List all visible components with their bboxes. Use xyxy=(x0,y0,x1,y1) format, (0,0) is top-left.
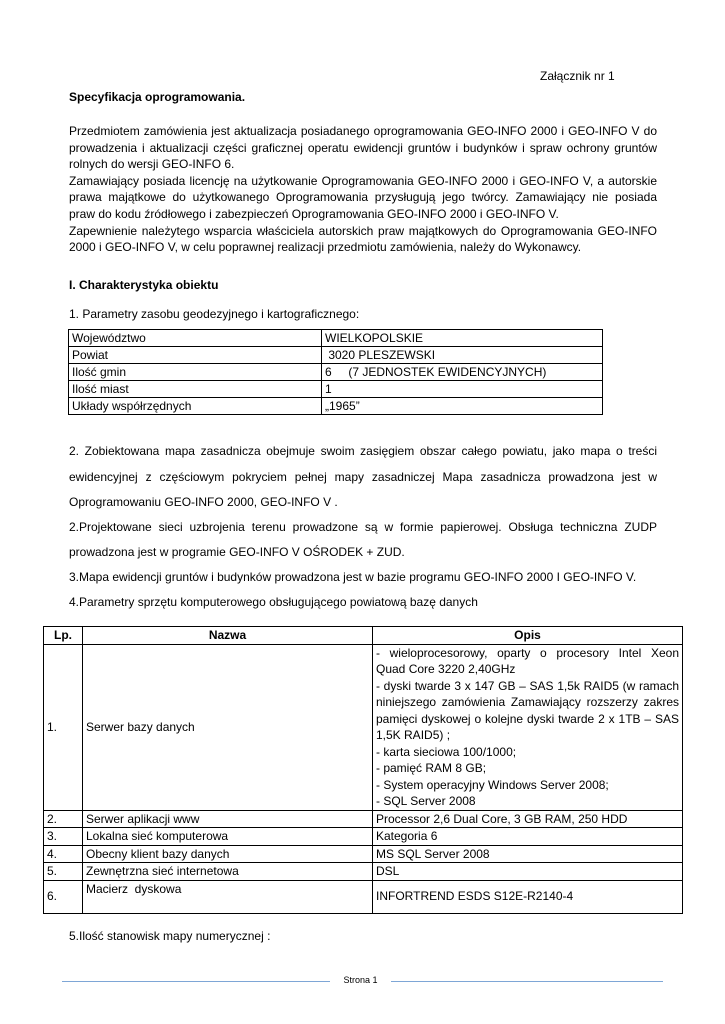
param-value: 1 xyxy=(322,381,603,398)
column-header-name: Nazwa xyxy=(83,627,373,645)
table-row xyxy=(44,828,683,846)
footer-rule xyxy=(62,981,330,982)
row-number: 1. xyxy=(44,644,83,810)
description-line: pamięci dyskowej o kolejne dyski twarde 2 x 1TB – SAS xyxy=(376,711,679,726)
hardware-table xyxy=(43,626,683,914)
page-number: Strona 1 xyxy=(343,975,378,985)
row-number: 6. xyxy=(44,880,83,913)
param-value: WIELKOPOLSKIE xyxy=(322,330,603,347)
table-row xyxy=(69,330,603,347)
row-name: Serwer aplikacji www xyxy=(83,810,373,828)
description-line: - SQL Server 2008 xyxy=(376,794,476,808)
param-label: Województwo xyxy=(69,330,322,347)
paragraph-line: 2. Zobiektowana mapa zasadnicza obejmuje swoim zasięgiem obszar całego powiatu, jako mapa o treści xyxy=(69,444,657,458)
params-table xyxy=(68,329,603,415)
row-name: Lokalna sieć komputerowa xyxy=(83,828,373,846)
intro-line: praw do kodu źródłowego i zabezpieczeń Oprogramowania GEO-INFO 2000 i GEO-INFO V. xyxy=(69,206,559,221)
footer-rule xyxy=(391,981,663,982)
description-line: - pamięć RAM 8 GB; xyxy=(376,761,487,775)
intro-line: rolnych do wersji GEO-INFO 6. xyxy=(69,157,235,172)
attachment-label: Załącznik nr 1 xyxy=(540,69,615,83)
intro-line: Przedmiotem zamówienia jest aktualizacja posiadanego oprogramowania GEO-INFO 2000 i GEO-INFO V do xyxy=(69,124,657,138)
description-line: Quad Core 3220 2,40GHz xyxy=(376,662,516,676)
table-row xyxy=(69,398,603,415)
table-row xyxy=(44,810,683,828)
table-row xyxy=(44,863,683,881)
table-row xyxy=(69,364,603,381)
row-number: 4. xyxy=(44,845,83,863)
paragraph-line: Oprogramowaniu GEO-INFO 2000, GEO-INFO V . xyxy=(69,495,338,509)
row-name: Zewnętrzna sieć internetowa xyxy=(83,863,373,881)
intro-line: 2000 i GEO-INFO V, w celu poprawnej realizacji przedmiotu zamówienia, należy do Wykonawcy. xyxy=(69,240,582,255)
table-row xyxy=(44,644,683,810)
paragraph-line: prowadzona jest w programie GEO-INFO V OŚRODEK + ZUD. xyxy=(69,545,405,559)
param-value: „1965” xyxy=(322,398,603,415)
table-row xyxy=(69,381,603,398)
row-description xyxy=(373,644,683,810)
description-line: - wieloprocesorowy, oparty o procesory Intel Xeon xyxy=(376,645,679,660)
description-line: - dyski twarde 3 x 147 GB – SAS 1,5k RAID5 (w ramach xyxy=(376,678,679,693)
paragraph-line: 4.Parametry sprzętu komputerowego obsługującego powiatową bazę danych xyxy=(69,595,478,609)
row-number: 2. xyxy=(44,810,83,828)
row-description: Processor 2,6 Dual Core, 3 GB RAM, 250 HDD xyxy=(373,810,683,828)
row-name: Obecny klient bazy danych xyxy=(83,845,373,863)
table-row xyxy=(44,880,683,913)
description-line: niniejszego zamówienia Zamawiający rozszerzy zakres xyxy=(376,695,679,709)
intro-line: Zamawiający posiada licencję na użytkowanie Oprogramowania GEO-INFO 2000 i GEO-INFO V, a autorskie xyxy=(69,173,657,188)
intro-paragraph xyxy=(69,123,657,256)
row-description: INFORTREND ESDS S12E-R2140-4 xyxy=(373,880,683,913)
table-row xyxy=(44,845,683,863)
param-label: Układy współrzędnych xyxy=(69,398,322,415)
paragraph-line: 3.Mapa ewidencji gruntów i budynków prowadzona jest w bazie programu GEO-INFO 2000 I GEO-INFO V. xyxy=(69,570,637,584)
param-label: Powiat xyxy=(69,347,322,364)
document-title: Specyfikacja oprogramowania. xyxy=(69,90,246,104)
table-row xyxy=(69,347,603,364)
column-header-desc: Opis xyxy=(373,627,683,645)
table-header-row xyxy=(44,627,683,645)
column-header-lp: Lp. xyxy=(44,627,83,645)
description-line: - karta sieciowa 100/1000; xyxy=(376,744,517,759)
description-line: - System operacyjny Windows Server 2008; xyxy=(376,777,609,792)
param-value: 3020 PLESZEWSKI xyxy=(322,347,603,364)
param-value: 6 (7 JEDNOSTEK EWIDENCYJNYCH) xyxy=(322,364,603,381)
row-description: MS SQL Server 2008 xyxy=(373,845,683,863)
param-label: Ilość gmin xyxy=(69,364,322,381)
intro-line: prawa majątkowe do użytkowanego Oprogramowania przysługują jego twórcy. Zamawiający nie posiada xyxy=(69,190,657,205)
row-description: Kategoria 6 xyxy=(373,828,683,846)
intro-line: prowadzenia i aktualizacji części graficznej operatu ewidencji gruntów i budynków i spraw ochrony gruntów xyxy=(69,140,657,155)
intro-line: Zapewnienie należytego wsparcia właściciela autorskich praw majątkowych do Oprogramowania GEO-INFO xyxy=(69,223,657,238)
section-heading: I. Charakterystyka obiektu xyxy=(69,278,219,292)
params-label: 1. Parametry zasobu geodezyjnego i kartograficznego: xyxy=(69,307,360,321)
row-description: DSL xyxy=(373,863,683,881)
section5-label: 5.Ilość stanowisk mapy numerycznej : xyxy=(69,929,271,943)
row-number: 3. xyxy=(44,828,83,846)
description-line: 1,5K RAID5) ; xyxy=(376,728,451,742)
paragraph-line: ewidencyjnej z częściowym pokryciem pełnej mapy zasadniczej Mapa zasadnicza prowadzona jest w xyxy=(69,470,657,484)
paragraph-line: 2.Projektowane sieci uzbrojenia terenu prowadzone są w formie papierowej. Obsługa techniczna ZUDP xyxy=(69,520,657,534)
row-name: Macierz dyskowa xyxy=(83,880,373,913)
row-number: 5. xyxy=(44,863,83,881)
row-name: Serwer bazy danych xyxy=(83,644,373,810)
param-label: Ilość miast xyxy=(69,381,322,398)
